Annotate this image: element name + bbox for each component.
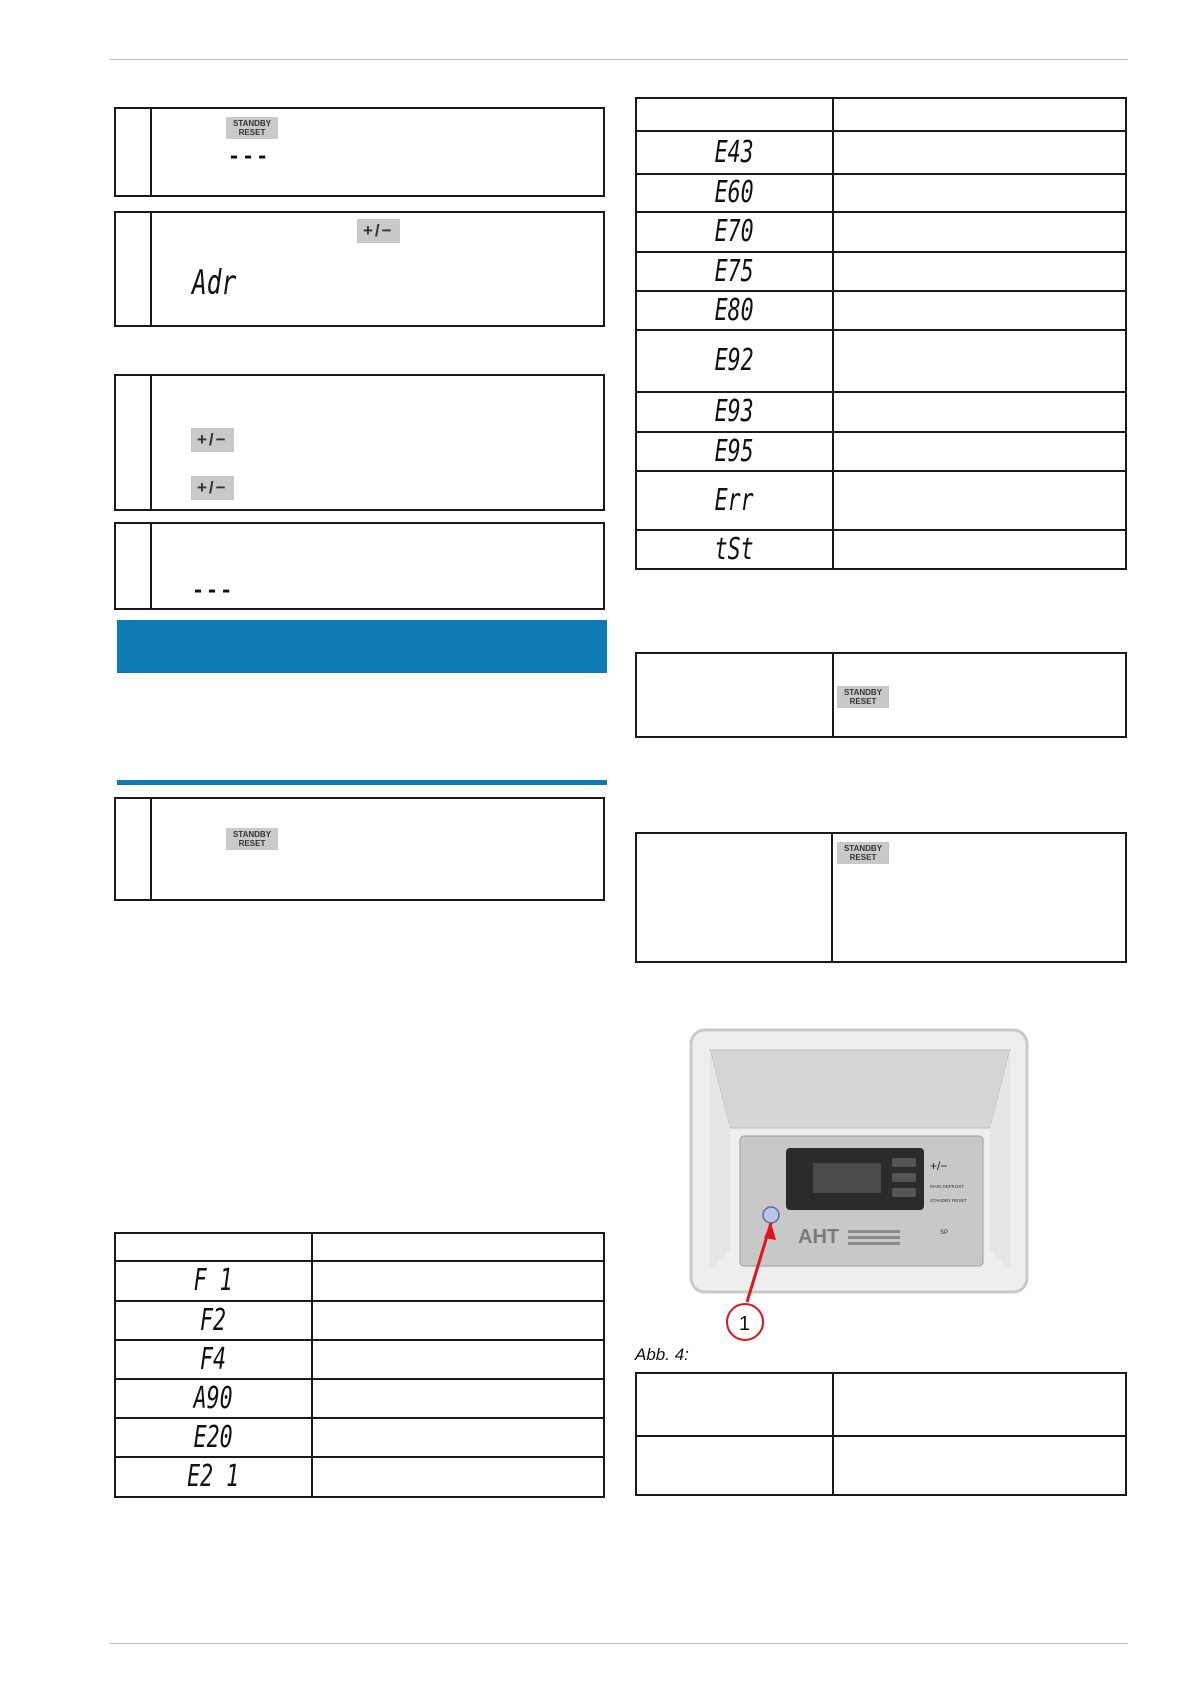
logo-stripe	[848, 1230, 900, 1233]
code-value: F 1	[193, 1263, 234, 1298]
reset-label: RESET	[849, 853, 877, 862]
header-cell	[636, 98, 833, 131]
info-box-3	[635, 1372, 1127, 1496]
code-cell	[636, 330, 833, 392]
step-number-cell	[116, 109, 152, 195]
code-cell	[636, 432, 833, 471]
standby-label: STANDBY	[232, 119, 272, 128]
code-cell	[636, 471, 833, 530]
reset-label: RESET	[238, 839, 266, 848]
info-box-divider	[831, 834, 833, 961]
code-value: F4	[200, 1341, 227, 1377]
step-box-2	[114, 211, 605, 327]
header-rule	[110, 59, 1128, 60]
code-cell	[115, 1418, 312, 1457]
code-cell	[115, 1261, 312, 1301]
table-row	[636, 471, 1126, 530]
description-cell	[833, 392, 1126, 432]
panel-standby-reset-label: STANDBY RESET	[930, 1198, 968, 1203]
table-header-row	[115, 1233, 604, 1261]
table-row	[636, 131, 1126, 174]
code-cell	[115, 1340, 312, 1379]
aht-logo: AHT	[798, 1226, 840, 1248]
code-value: Err	[714, 482, 755, 518]
table-row	[636, 530, 1126, 569]
table-row	[115, 1457, 604, 1497]
description-cell	[312, 1379, 604, 1418]
table-row	[115, 1340, 604, 1379]
code-value: E70	[714, 214, 755, 249]
code-cell	[636, 131, 833, 174]
step-box-4	[114, 522, 605, 610]
logo-stripe	[848, 1242, 900, 1245]
display-dashes: ---	[192, 578, 235, 602]
code-cell	[636, 174, 833, 212]
description-cell	[833, 471, 1126, 530]
code-cell	[115, 1301, 312, 1340]
table-row	[115, 1418, 604, 1457]
code-value: E75	[714, 253, 755, 289]
step-box-3	[114, 374, 605, 511]
display-adr: Adr	[192, 263, 237, 303]
table-row	[636, 174, 1126, 212]
footer-rule	[110, 1643, 1128, 1644]
plus-minus-button[interactable]: +/−	[191, 428, 234, 452]
code-cell	[636, 392, 833, 432]
info-box-row-divider	[637, 1435, 1125, 1437]
table-row	[636, 392, 1126, 432]
panel-indicator	[892, 1173, 916, 1182]
standby-reset-button[interactable]	[226, 117, 278, 139]
table-row	[636, 330, 1126, 392]
table-row	[115, 1301, 604, 1340]
reset-label: RESET	[849, 697, 877, 706]
description-cell	[312, 1340, 604, 1379]
figure-caption: Abb. 4:	[635, 1345, 689, 1364]
table-row	[115, 1379, 604, 1418]
logo-stripe	[848, 1236, 900, 1239]
standby-reset-button[interactable]	[837, 686, 889, 708]
code-cell	[115, 1457, 312, 1497]
description-cell	[312, 1261, 604, 1301]
description-cell	[833, 212, 1126, 252]
code-value: E95	[714, 433, 755, 469]
table-row	[115, 1261, 604, 1301]
panel-recess	[710, 1050, 1010, 1128]
code-value: A90	[193, 1380, 234, 1416]
description-cell	[312, 1418, 604, 1457]
right-code-table	[635, 97, 1127, 570]
header-cell	[312, 1233, 604, 1261]
info-box-1	[635, 652, 1127, 738]
reset-label: RESET	[238, 128, 266, 137]
standby-label: STANDBY	[843, 844, 883, 853]
display-dashes: ---	[228, 144, 271, 168]
code-value: tSt	[714, 531, 755, 567]
plus-minus-button[interactable]: +/−	[357, 219, 400, 243]
description-cell	[833, 252, 1126, 291]
code-value: E92	[714, 343, 755, 378]
callout-number: 1	[739, 1313, 751, 1335]
code-cell	[636, 530, 833, 569]
panel-plus-minus-label: +/−	[930, 1159, 948, 1173]
panel-indicator	[892, 1188, 916, 1197]
header-cell	[833, 98, 1126, 131]
standby-label: STANDBY	[232, 830, 272, 839]
code-cell	[636, 252, 833, 291]
info-box-2	[635, 832, 1127, 963]
code-value: E80	[714, 292, 755, 328]
code-cell	[636, 212, 833, 252]
description-cell	[833, 131, 1126, 174]
description-cell	[833, 174, 1126, 212]
left-code-table	[114, 1232, 605, 1498]
reset-pin-button[interactable]	[763, 1207, 779, 1223]
description-cell	[833, 330, 1126, 392]
table-row	[636, 212, 1126, 252]
table-header-row	[636, 98, 1126, 131]
code-cell	[115, 1379, 312, 1418]
step-box-1	[114, 107, 605, 197]
table-row	[636, 291, 1126, 330]
code-value: E2 1	[187, 1459, 240, 1494]
step-number-cell	[116, 524, 152, 608]
code-value: F2	[200, 1302, 227, 1338]
step-number-cell	[116, 213, 152, 325]
header-cell	[115, 1233, 312, 1261]
description-cell	[833, 291, 1126, 330]
info-box-divider	[832, 654, 834, 736]
description-cell	[833, 530, 1126, 569]
section-underline	[117, 780, 607, 785]
plus-minus-button[interactable]: +/−	[191, 476, 234, 500]
standby-reset-button[interactable]	[837, 842, 889, 864]
standby-reset-button[interactable]	[226, 828, 278, 850]
panel-sp-label: SP	[940, 1230, 949, 1236]
panel-main-defrost-label: MAIN DEFROST	[930, 1184, 965, 1189]
code-cell	[636, 291, 833, 330]
panel-indicator	[892, 1158, 916, 1167]
code-value: E60	[714, 175, 755, 210]
table-row	[636, 252, 1126, 291]
section-banner	[117, 620, 607, 673]
panel-lcd-screen	[813, 1163, 881, 1193]
description-cell	[312, 1301, 604, 1340]
table-row	[636, 432, 1126, 471]
step-number-cell	[116, 376, 152, 509]
control-panel-figure	[680, 1020, 1040, 1350]
description-cell	[312, 1457, 604, 1497]
description-cell	[833, 432, 1126, 471]
code-value: E93	[714, 394, 755, 429]
code-value: E43	[714, 134, 755, 170]
code-value: E20	[193, 1419, 234, 1455]
step-number-cell	[116, 799, 152, 899]
step-box-5	[114, 797, 605, 901]
standby-label: STANDBY	[843, 688, 883, 697]
info-box-divider	[832, 1374, 834, 1494]
